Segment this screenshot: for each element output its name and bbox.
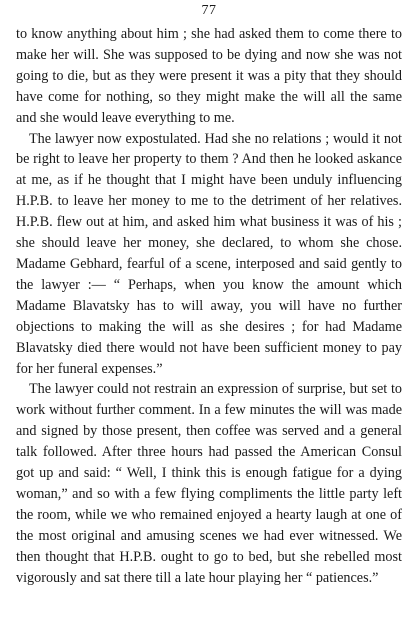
- body-text: [16, 24, 402, 588]
- paragraph-lawyer-expostulated: The lawyer now expostulated. Had she no relations ; would it not be right to leave her property to them ? And then he looked askance at me, as if he thought that I might have been unduly influencing H.P.B. to leave her money to me to the detriment of her relatives. H.P.B. flew out at him, and asked him what business it was of his ; she should leave her money, she declared, to whom she chose. Madame Gebhard, fearful of a scene, interposed and said gently to the lawyer :— “ Perhaps, when you know the amount which Madame Blavatsky has to will away, you will have no further objections to making the will as she desires ; for had Madame Blavatsky died there would not have been sufficient money to pay for her funeral expenses.”: [16, 130, 402, 377]
- paragraph-continuation: to know anything about him ; she had asked them to come there to make her will. She was supposed to be dying and now she was not going to die, but as they were present it was a pity that they should have come for nothing, so they might make the will all the same and she would leave everything to me.: [16, 26, 402, 126]
- book-page: [16, 0, 402, 638]
- paragraph-lawyer-restrain: The lawyer could not restrain an expression of surprise, but set to work without further comment. In a few minutes the will was made and signed by those present, then coffee was served and a general talk followed. After three hours had passed the American Consul got up and said: “ Well, I think this is enough fatigue for a dying woman,” and so with a few flying compliments the little party left the room, while we who remained enjoyed a hearty laugh at one of the most original and amusing scenes we had ever witnessed. We then thought that H.P.B. ought to go to bed, but she rebelled most vigorously and sat there till a late hour playing her “ patiences.”: [16, 381, 402, 586]
- page-number: 77: [201, 3, 217, 18]
